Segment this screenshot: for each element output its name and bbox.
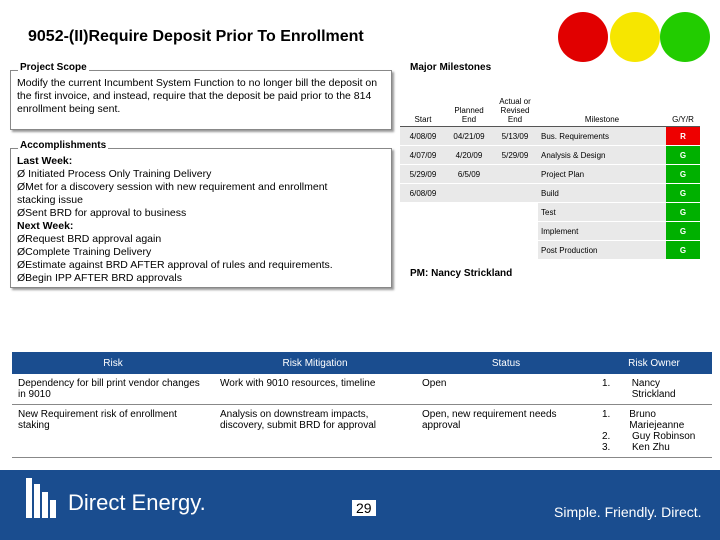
milestone-status-badge: G	[666, 146, 700, 165]
milestone-planned: 6/5/09	[446, 165, 492, 184]
milestone-row	[400, 127, 700, 146]
milestone-name: Bus. Requirements	[538, 127, 666, 146]
accomplishment-line: stacking issue	[17, 194, 83, 206]
owner-number: 3.	[602, 442, 611, 453]
risk-header: Risk	[12, 352, 214, 374]
owner-number: 1.	[602, 409, 611, 420]
milestone-status-badge: G	[666, 222, 700, 241]
risk-status: Open	[416, 374, 596, 405]
status-header: Status	[416, 352, 596, 374]
header-milestone: Milestone	[538, 78, 666, 127]
header-actual-end: Actual or Revised End	[492, 78, 538, 127]
milestone-row	[400, 184, 700, 203]
milestone-name: Analysis & Design	[538, 146, 666, 165]
milestones-table	[400, 78, 700, 260]
risk-risk: Dependency for bill print vendor changes in 9010	[12, 374, 214, 405]
milestone-name: Test	[538, 203, 666, 222]
milestone-start: 4/08/09	[400, 127, 446, 146]
traffic-light-red	[558, 12, 608, 62]
accomplishments-list	[11, 149, 391, 291]
header-gyr: G/Y/R	[666, 78, 700, 127]
risk-risk: New Requirement risk of enrollment staking	[12, 405, 214, 458]
milestone-start: 5/29/09	[400, 165, 446, 184]
risk-table	[12, 352, 712, 458]
milestone-planned	[446, 241, 492, 260]
project-manager: PM: Nancy Strickland	[410, 268, 513, 279]
owner-item	[602, 378, 706, 400]
accomplishment-line: ØMet for a discovery session with new requirement and enrollment	[17, 181, 328, 193]
traffic-light-green	[660, 12, 710, 62]
milestone-name: Post Production	[538, 241, 666, 260]
milestone-row	[400, 241, 700, 260]
owner-name: Ken Zhu	[632, 442, 670, 453]
direct-energy-logo-icon	[26, 478, 58, 518]
brand-name: Direct Energy.	[68, 490, 206, 515]
milestone-actual	[492, 222, 538, 241]
owner-item	[602, 442, 706, 453]
milestone-start: 6/08/09	[400, 184, 446, 203]
traffic-light-yellow	[610, 12, 660, 62]
risk-owner	[596, 405, 712, 458]
milestone-name: Build	[538, 184, 666, 203]
milestones-label: Major Milestones	[410, 62, 492, 73]
milestone-planned	[446, 203, 492, 222]
risk-status: Open, new requirement needs approval	[416, 405, 596, 458]
risk-row	[12, 374, 712, 405]
footer-bar	[0, 470, 720, 540]
milestone-status-badge: G	[666, 203, 700, 222]
owner-name: Bruno Mariejeanne	[629, 409, 685, 431]
header-start: Start	[400, 78, 446, 127]
milestone-start	[400, 203, 446, 222]
risk-row	[12, 405, 712, 458]
milestone-planned	[446, 222, 492, 241]
milestone-planned: 4/20/09	[446, 146, 492, 165]
mitigation-header: Risk Mitigation	[214, 352, 416, 374]
milestone-status-badge: G	[666, 241, 700, 260]
milestone-planned: 04/21/09	[446, 127, 492, 146]
header-planned-end: Planned End	[446, 78, 492, 127]
accomplishment-line: Ø Initiated Process Only Training Delivery	[17, 168, 212, 180]
scope-label: Project Scope	[20, 62, 87, 73]
milestone-name: Implement	[538, 222, 666, 241]
milestone-status-badge: G	[666, 165, 700, 184]
tagline: Simple. Friendly. Direct.	[554, 504, 702, 520]
accomplishment-line: ØComplete Training Delivery	[17, 246, 152, 258]
milestone-actual	[492, 241, 538, 260]
scope-text: Modify the current Incumbent System Function to no longer bill the deposit on the first invoice, and instead, require that the deposit be paid prior to the 814 enrollment being sent.	[17, 77, 378, 115]
milestone-actual	[492, 165, 538, 184]
accomplishments-panel	[10, 148, 392, 288]
scope-panel	[10, 70, 392, 130]
milestone-actual: 5/29/09	[492, 146, 538, 165]
milestone-planned	[446, 184, 492, 203]
owner-name: Nancy Strickland	[631, 378, 676, 400]
milestone-actual: 5/13/09	[492, 127, 538, 146]
milestone-status-badge: R	[666, 127, 700, 146]
owner-number: 2.	[602, 431, 611, 442]
accomplishment-line: ØEstimate against BRD AFTER approval of rules and requirements.	[17, 259, 333, 271]
milestone-actual	[492, 184, 538, 203]
risk-mitigation: Analysis on downstream impacts, discovery, submit BRD for approval	[214, 405, 416, 458]
milestone-start: 4/07/09	[400, 146, 446, 165]
risk-mitigation: Work with 9010 resources, timeline	[214, 374, 416, 405]
milestone-row	[400, 146, 700, 165]
milestone-row	[400, 203, 700, 222]
page-title: 9052-(II)Require Deposit Prior To Enrollment	[28, 28, 364, 45]
owner-number: 1.	[602, 378, 611, 389]
accomplishment-line: Next Week:	[17, 220, 74, 232]
milestone-actual	[492, 203, 538, 222]
accomplishment-line: ØSent BRD for approval to business	[17, 207, 187, 219]
owner-item	[602, 431, 706, 442]
milestone-start	[400, 241, 446, 260]
accomplishment-line: ØBegin IPP AFTER BRD approvals	[17, 272, 182, 284]
milestone-status-badge: G	[666, 184, 700, 203]
risk-owner	[596, 374, 712, 405]
owner-item	[602, 409, 706, 431]
owner-name: Guy Robinson	[632, 431, 696, 442]
accomplishments-label: Accomplishments	[20, 140, 107, 151]
milestone-name: Project Plan	[538, 165, 666, 184]
milestone-row	[400, 222, 700, 241]
page-number: 29	[352, 500, 376, 516]
owner-header: Risk Owner	[596, 352, 712, 374]
milestone-start	[400, 222, 446, 241]
accomplishment-line: ØRequest BRD approval again	[17, 233, 162, 245]
accomplishment-line: Last Week:	[17, 155, 73, 167]
milestone-row	[400, 165, 700, 184]
